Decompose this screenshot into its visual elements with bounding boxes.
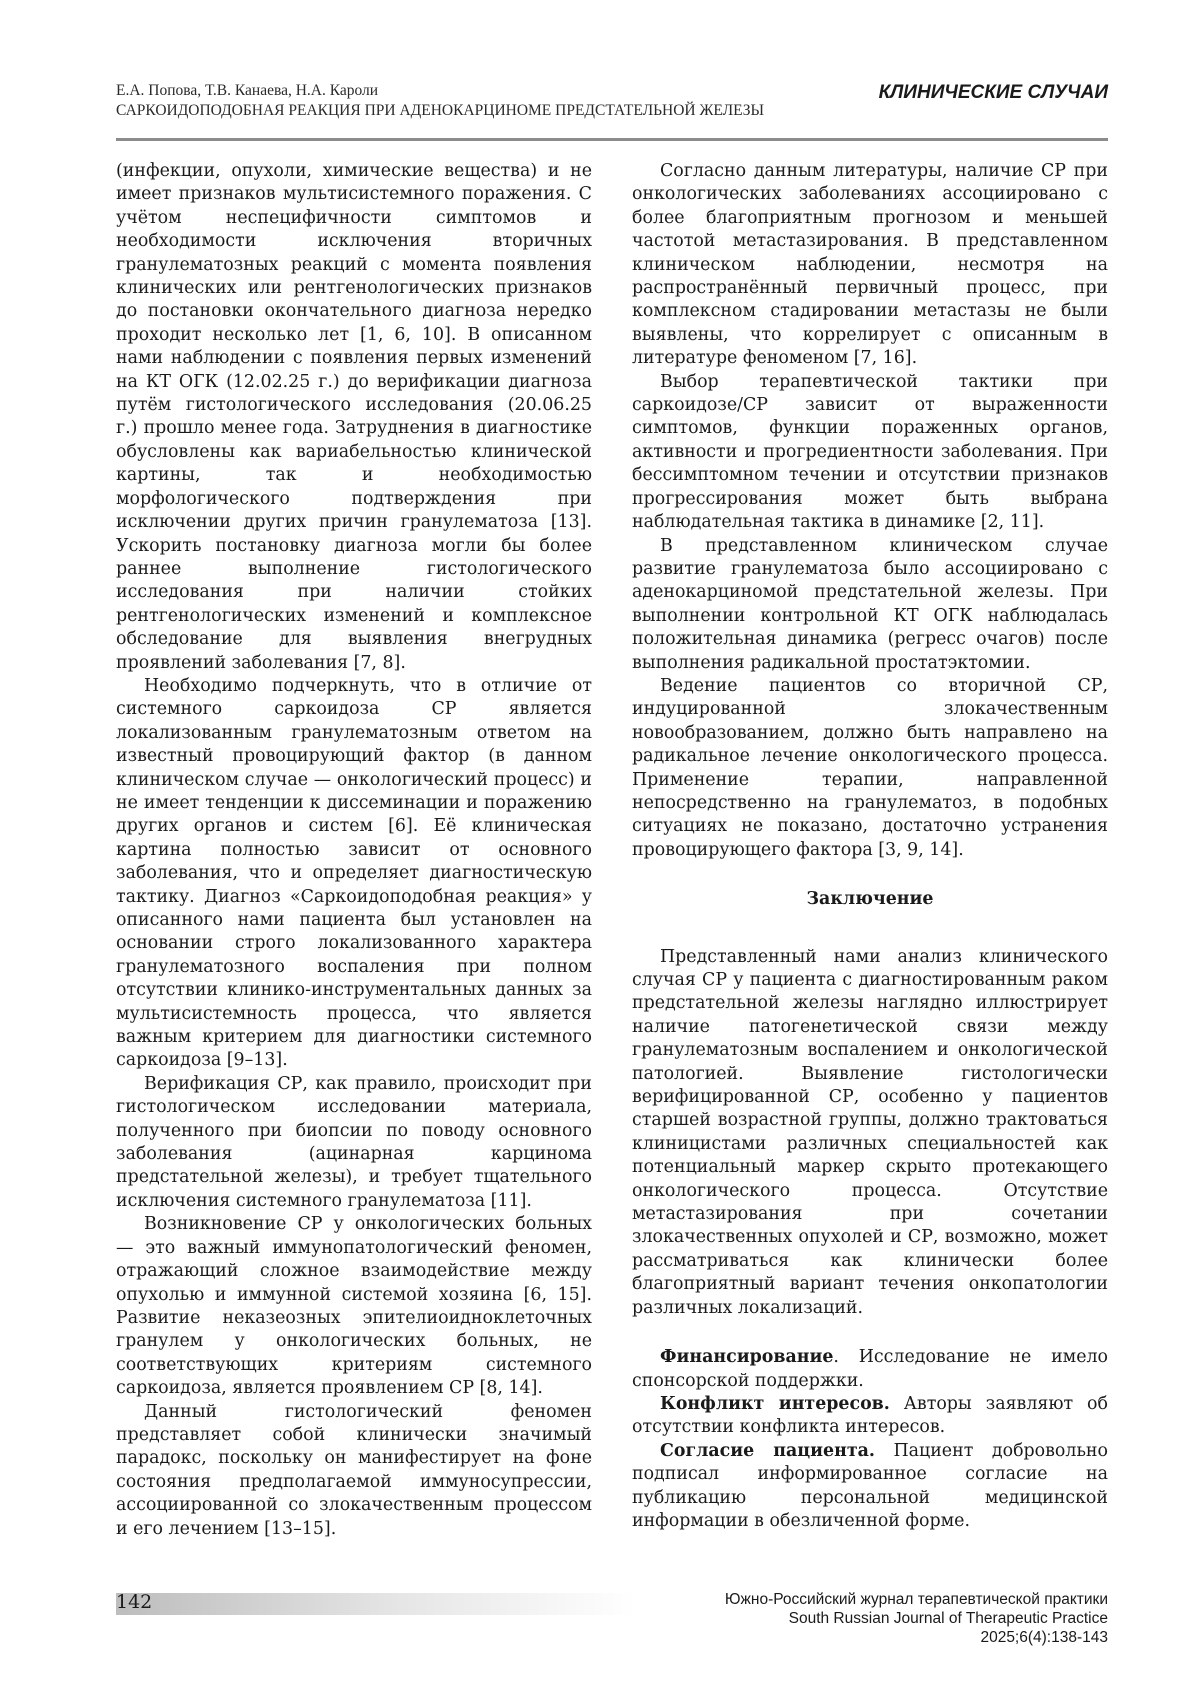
journal-citation: 2025;6(4):138-143	[980, 1629, 1108, 1646]
header-divider	[116, 138, 1108, 141]
funding-statement	[632, 1346, 1108, 1393]
conflict-statement	[632, 1393, 1108, 1440]
journal-title-ru: Южно-Российский журнал терапевтической практики	[724, 1591, 1108, 1608]
paragraph: Выбор терапевтической тактики при саркоидозе/СР зависит от выраженности симптомов, функции пораженных органов, активности и прогредиентности заболевания. При бессимптомном течении и отсутствии признаков прогрессирования может быть выбрана наблюдательная тактика в динамике [2, 11].	[632, 371, 1108, 533]
conclusion-paragraph: Представленный нами анализ клинического случая СР у пациента с диагностированным раком предстательной железы наглядно иллюстрирует наличие патогенетической связи между гранулематозным воспалением и онкологической патологией. Выявление гистологически верифицированной СР, особенно у пациентов старшей возрастной группы, должно трактоваться клиницистами различных специальностей как потенциальный маркер скрыто протекающего онкологического процесса. Отсутствие метастазирования при сочетании злокачественных опухолей и СР, возможно, может рассматриваться как клинически более благоприятный вариант течения онкопатологии различных локализаций.	[632, 946, 1108, 1318]
journal-info	[725, 1590, 1108, 1647]
section-label: КЛИНИЧЕСКИЕ СЛУЧАИ	[878, 82, 1108, 103]
page-header	[116, 82, 1108, 142]
right-column	[632, 160, 1108, 1533]
section-spacer	[632, 1320, 1108, 1346]
journal-title-en: South Russian Journal of Therapeutic Practice	[788, 1610, 1108, 1627]
paragraph: Возникновение СР у онкологических больных — это важный иммунопатологический феномен, отражающий сложное взаимодействие между опухолью и иммунной системой хозяина [6, 15]. Развитие неказеозных эпителиоидноклеточных гранулем у онкологических больных, не соответствующих критериям системного саркоидоза, является проявлением СР [8, 14].	[116, 1214, 592, 1399]
running-title: САРКОИДОПОДОБНАЯ РЕАКЦИЯ ПРИ АДЕНОКАРЦИНОМЕ ПРЕДСТАТЕЛЬНОЙ ЖЕЛЕЗЫ	[116, 102, 765, 119]
consent-label: Согласие пациента.	[660, 1440, 875, 1461]
consent-text: Пациент добровольно подписал информированное согласие на публикацию персональной медицинской информации в обезличенной форме.	[632, 1440, 1108, 1531]
paragraph: Согласно данным литературы, наличие СР при онкологических заболеваниях ассоциировано с более благоприятным прогнозом и меньшей частотой метастазирования. В представленном клиническом наблюдении, несмотря на распространённый первичный процесс, при комплексном стадировании метастазы не были выявлены, что коррелирует с описанным в литературе феноменом [7, 16].	[632, 161, 1108, 369]
paragraph: Необходимо подчеркнуть, что в отличие от системного саркоидоза СР является локализованным гранулематозным ответом на известный провоцирующий фактор (в данном клиническом случае — онкологический процесс) и не имеет тенденции к диссеминации и поражению других органов и систем [6]. Её клиническая картина полностью зависит от основного заболевания, что и определяет диагностическую тактику. Диагноз «Саркоидоподобная реакция» у описанного нами пациента был установлен на основании строго локализованного характера гранулематозного воспаления при полном отсутствии клинико-инструментальных данных за мультисистемность процесса, что является важным критерием для диагностики системного саркоидоза [9–13].	[116, 675, 592, 1071]
consent-statement	[632, 1440, 1108, 1534]
paragraph: (инфекции, опухоли, химические вещества) и не имеет признаков мультисистемного поражения. С учётом неспецифичности симптомов и необходимости исключения вторичных гранулематозных реакций с момента появления клинических или рентгенологических признаков до постановки окончательного диагноза нередко проходит несколько лет [1, 6, 10]. В описанном нами наблюдении с появления первых изменений на КТ ОГК (12.02.25 г.) до верификации диагноза путём гистологического исследования (20.06.25 г.) прошло менее года. Затруднения в диагностике обусловлены как вариабельностью клинической картины, так и необходимостью морфологического подтверждения при исключении других причин гранулематоза [13]. Ускорить постановку диагноза могли бы более раннее выполнение гистологического исследования при наличии стойких рентгенологических изменений и комплексное обследование для выявления внегрудных проявлений заболевания [7, 8].	[116, 161, 592, 673]
conflict-text: Авторы заявляют об отсутствии конфликта интересов.	[632, 1393, 1108, 1438]
funding-label: Финансирование	[660, 1347, 834, 1368]
paragraph: В представленном клиническом случае развитие гранулематоза было ассоциировано с аденокарциномой предстательной железы. При выполнении контрольной КТ ОГК наблюдалась положительная динамика (регресс очагов) после выполнения радикальной простатэктомии.	[632, 535, 1108, 673]
funding-text: . Исследование не имело спонсорской поддержки.	[632, 1347, 1108, 1391]
paragraph: Данный гистологический феномен представляет собой клинически значимый парадокс, поскольку он манифестирует на фоне состояния предполагаемой иммуносупрессии, ассоциированной со злокачественным процессом и его лечением [13–15].	[116, 1401, 592, 1539]
paragraph: Верификация СР, как правило, происходит при гистологическом исследовании материала, полученного при биопсии по поводу основного заболевания (ацинарная карцинома предстательной железы), и требует тщательного исключения системного гранулематоза [11].	[116, 1073, 592, 1211]
article-authors: Е.А. Попова, Т.В. Канаева, Н.А. Кароли	[116, 82, 379, 99]
left-column	[116, 160, 592, 1541]
conclusion-heading: Заключение	[806, 889, 934, 910]
conflict-label: Конфликт интересов.	[660, 1393, 890, 1414]
footer-gradient-bar	[116, 1593, 636, 1615]
paragraph: Ведение пациентов со вторичной СР, индуцированной злокачественным новообразованием, должно быть направлено на радикальное лечение онкологического процесса. Применение терапии, направленной непосредственно на гранулематоз, в подобных ситуациях не показано, достаточно устранения провоцирующего фактора [3, 9, 14].	[632, 675, 1108, 860]
page-number: 142	[116, 1591, 153, 1613]
